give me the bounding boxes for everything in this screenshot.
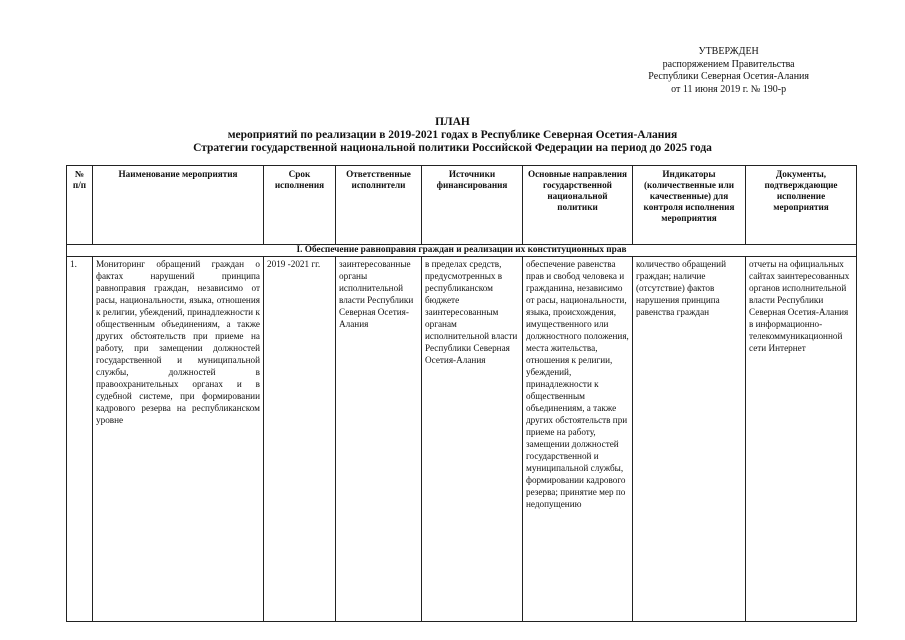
cell-documents: отчеты на официальных сайтах заинтересованных органов исполнительной власти Республики Северная Осетия-Алания в информационно-телекоммуникационной сети Интернет	[746, 257, 857, 622]
cell-number: 1.	[67, 257, 93, 622]
approval-line: распоряжением Правительства	[662, 58, 795, 70]
cell-directions: обеспечение равенства прав и свобод человека и гражданина, независимо от расы, национальности, языка, происхождения, имущественного или должностного положения, места жительства, отношения к религии, убеждений, принадлежности к общественным объединениям, а также других обстоятельств при приеме на работу, замещении должностей государственной и муниципальной службы, формировании кадрового резерва; принятие мер по недопущению	[523, 257, 633, 622]
cell-term: 2019 -2021 гг.	[264, 257, 336, 622]
approval-heading: УТВЕРЖДЕН	[698, 46, 759, 57]
cell-funding: в пределах средств, предусмотренных в республиканском бюджете заинтересованным органам исполнительной власти Республики Северная Осетия-Алания	[422, 257, 523, 622]
cell-executors: заинтересованные органы исполнительной власти Республики Северная Осетия-Алания	[336, 257, 422, 622]
approval-stamp	[648, 46, 809, 96]
title-subtitle: Стратегии государственной национальной политики Российской Федерации на период до 2025 года	[193, 142, 712, 154]
cell-indicators: количество обращений граждан; наличие (отсутствие) фактов нарушения принципа равенства граждан	[633, 257, 746, 622]
section-row	[67, 245, 857, 257]
header-directions: Основные направления государственной национальной политики	[523, 166, 633, 245]
header-executors: Ответственные исполнители	[336, 166, 422, 245]
header-documents: Документы, подтверждающие исполнение мероприятия	[746, 166, 857, 245]
title-subtitle: мероприятий по реализации в 2019-2021 годах в Республике Северная Осетия-Алания	[227, 129, 678, 141]
header-name: Наименование мероприятия	[93, 166, 264, 245]
title-plan: ПЛАН	[435, 116, 470, 128]
document-title	[0, 116, 905, 155]
approval-line: Республики Северная Осетия-Алания	[648, 71, 809, 82]
section-title: I. Обеспечение равноправия граждан и реализации их конституционных прав	[67, 245, 857, 257]
table-row	[67, 257, 857, 622]
header-number: № п/п	[67, 166, 93, 245]
cell-name: Мониторинг обращений граждан о фактах нарушений принципа равноправия граждан, независимо от расы, национальности, языка, отношения к религии, убеждений, принадлежности к общественным объединениям, а также других обстоятельств при приеме на работу, при замещении должностей государственной и муниципальной службы, должностей в правоохранительных органах и в судебной системе, при формировании кадрового резерва на республиканском уровне	[93, 257, 264, 622]
approval-date: от 11 июня 2019 г. № 190-р	[671, 83, 787, 95]
table-header-row	[67, 166, 857, 245]
plan-table	[66, 165, 857, 622]
header-funding: Источники финансирования	[422, 166, 523, 245]
header-term: Срок исполнения	[264, 166, 336, 245]
header-indicators: Индикаторы (количественные или качественные) для контроля исполнения мероприятия	[633, 166, 746, 245]
